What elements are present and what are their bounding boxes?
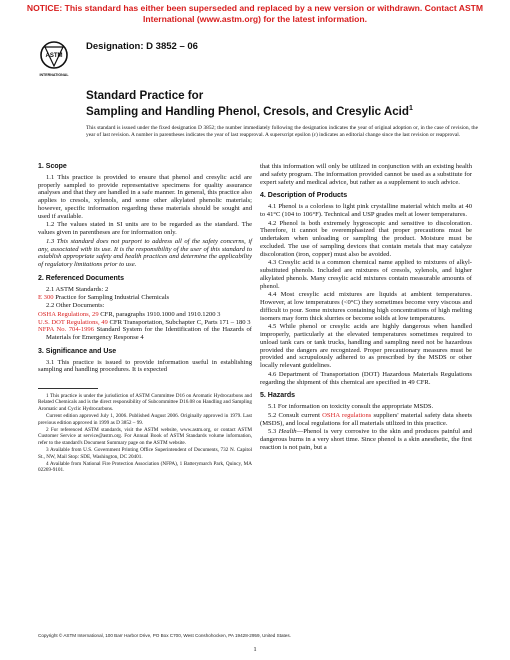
notice-line-2: International (www.astm.org) for the latest information. <box>142 13 368 24</box>
left-column <box>38 163 252 475</box>
footnote-4: 4 Available from National Fire Protection Association (NFPA), 1 Batterymarch Park, Quincy, MA 02269-9101. <box>38 461 252 474</box>
para-4-6: 4.6 Department of Transportation (DOT) Hazardous Materials Regulations regarding the shipment of this chemical are specified in 49 CFR. <box>260 370 472 386</box>
ref-e300: E 300 Practice for Sampling Industrial Chemicals <box>38 294 170 302</box>
para-4-5: 4.5 While phenol or cresylic acids are highly dangerous when handled improperly, particularly at the elevated temperatures sometimes required to unload tank cars or tank trucks, handling and sampling need not be hazardous provided the dangers are recognized. Proper precautionary measures must be provided and scrupulously adhered to as prescribed by the MSDS or other locally relevant guidelines. <box>260 323 472 369</box>
ref-dot: U.S. DOT Regulations, 49 CFR Transportation, Subchapter C, Parts 171 – 180 3 <box>38 318 251 326</box>
document-title <box>86 89 486 118</box>
ref-osha-link[interactable]: OSHA Regulations, 29 <box>38 310 99 318</box>
footnote-separator <box>38 388 98 389</box>
para-1-1: 1.1 This practice is provided to ensure that phenol and cresylic acid are properly sampled to provide representative specimens for quality assurance analyses and that they are handled in a safe manner. In general, this practice also applies to cresols, xylenols, and some other alkylated phenolic materials; however, specific information regarding these materials should be sought and used if available. <box>38 173 252 220</box>
ref-nfpa: NFPA No. 704-1996 Standard System for the Identification of the Hazards of Materials for Emergency Response 4 <box>38 326 252 341</box>
osha-regulations-link[interactable]: OSHA regulations <box>322 411 372 419</box>
ref-osha: OSHA Regulations, 29 CFR, paragraphs 1910.1000 and 1910.1200 3 <box>38 310 221 318</box>
para-3-1: 3.1 This practice is issued to provide information useful in establishing sampling and handling procedures. It is expected <box>38 358 252 374</box>
para-5-2: 5.2 Consult current OSHA regulations suppliers' material safety data sheets (MSDS), and local regulations for all materials utilized in this practice. <box>260 411 472 427</box>
para-5-3: 5.3 Health—Phenol is very corrosive to the skin and produces painful and dangerous burns in a very short time. Since phenol is a skin anesthetic, the first reaction is not pain, but a <box>260 428 472 451</box>
footnote-2: 2 For referenced ASTM standards, visit the ASTM website, www.astm.org, or contact ASTM Customer Service at service@astm.org. For Annual Book of ASTM Standards volume information, refer to the standard's Document Summary page on the ASTM website. <box>38 427 252 446</box>
right-column <box>260 163 472 453</box>
para-1-3: 1.3 This standard does not purport to address all of the safety concerns, if any, associated with its use. It is the responsibility of the user of this standard to establish appropriate safety and health practices and determine the applicability of regulatory limitations prior to use. <box>38 237 252 268</box>
para-2-1: 2.1 ASTM Standards: 2 <box>46 285 109 293</box>
para-4-4: 4.4 Most cresylic acid mixtures are liquids at ambient temperatures. However, at low temperatures (<0°C) they sometimes become very viscous and difficult to pour. Some mixtures containing high concentrations of high melting isomers may form thick slurries or become solids at low temperatures. <box>260 291 472 322</box>
para-4-1: 4.1 Phenol is a colorless to light pink crystalline material which melts at 40 to 41°C (104 to 106°F). Technical and USP grades melt at lower temperatures. <box>260 203 472 218</box>
footnote-1b: Current edition approved July 1, 2006. Published August 2006. Originally approved in 1979. Last previous edition approved in 1999 as D 3852 – 99. <box>38 413 252 426</box>
astm-logo <box>38 40 70 78</box>
title-line-1: Standard Practice for <box>86 89 204 102</box>
footnote-1: 1 This practice is under the jurisdiction of ASTM Committee D16 on Aromatic Hydrocarbons and Related Chemicals and is the direct responsibility of Subcommittee D16.08 on Handling and Sampling Aromatic and Cyclic Hydrocarbons. <box>38 393 252 412</box>
title-line-2: Sampling and Handling Phenol, Cresols, and Cresylic Acid$^1$ <box>86 104 413 118</box>
title-footnote-mark: 1 <box>408 105 413 112</box>
para-2-2: 2.2 Other Documents: <box>46 302 105 309</box>
designation: Designation: D 3852 – 06 <box>86 41 198 52</box>
section-4-heading: 4. Description of Products <box>260 192 348 200</box>
para-3-1-cont: that this information will only be utilized in conjunction with an existing health and safety program. The information provided cannot be used as a substitute for expert safety and medical advice, but rather as a supplement to such advice. <box>260 163 472 186</box>
para-4-3: 4.3 Cresylic acid is a common chemical name applied to mixtures of alkyl-substituted phenols. Included are mixtures of cresols, xylenols, and higher alkylated phenols. Many cresylic acid mixtures contain measurable amounts of phenol. <box>260 259 472 290</box>
issue-note: This standard is issued under the fixed designation D 3852; the number immediately following the designation indicates the year of original adoption or, in the case of revision, the year of last revision. A number in parentheses indicates the year of last reapproval. A superscript epsilon (ε) indicates an editorial change since the last revision or reapproval. <box>86 125 478 138</box>
logo-text: ASTM <box>45 53 63 59</box>
section-1-heading: 1. Scope <box>38 163 67 170</box>
notice-line-1: NOTICE: This standard has either been superseded and replaced by a new version or withdrawn. Contact ASTM <box>26 3 484 13</box>
ref-nfpa-link[interactable]: NFPA No. 704-1996 <box>38 326 95 334</box>
para-4-2: 4.2 Phenol is both extremely hygroscopic and sensitive to discoloration. Therefore, it cannot be overemphasized that proper precautions must be undertaken when unloading or sampling the product. Moisture must be excluded. The use of sampling devices that contain metals that may catalyze discoloration (iron, copper) must also be avoided. <box>260 219 472 258</box>
footnote-3: 3 Available from U.S. Government Printing Office Superintendent of Documents, 732 N. Capitol St., NW, Mail Stop: SDE, Washington, DC 20401. <box>38 447 252 460</box>
logo-subtext: INTERNATIONAL <box>39 73 69 77</box>
section-2-heading: 2. Referenced Documents <box>38 274 124 282</box>
section-5-heading: 5. Hazards <box>260 392 296 400</box>
ref-e300-link[interactable]: E 300 <box>38 294 54 302</box>
supersede-notice <box>0 3 510 24</box>
para-1-2: 1.2 The values stated in SI units are to be regarded as the standard. The values given in parentheses are for information only. <box>38 221 252 236</box>
ref-dot-link[interactable]: U.S. DOT Regulations, 49 <box>38 318 108 326</box>
section-3-heading: 3. Significance and Use <box>38 347 117 355</box>
page-number: 1 <box>253 646 257 653</box>
copyright-line: Copyright © ASTM International, 100 Barr Harbor Drive, PO Box C700, West Conshohocken, PA 19428-2959, United States. <box>38 633 291 638</box>
para-5-1: 5.1 For information on toxicity consult the appropriate MSDS. <box>268 403 434 410</box>
